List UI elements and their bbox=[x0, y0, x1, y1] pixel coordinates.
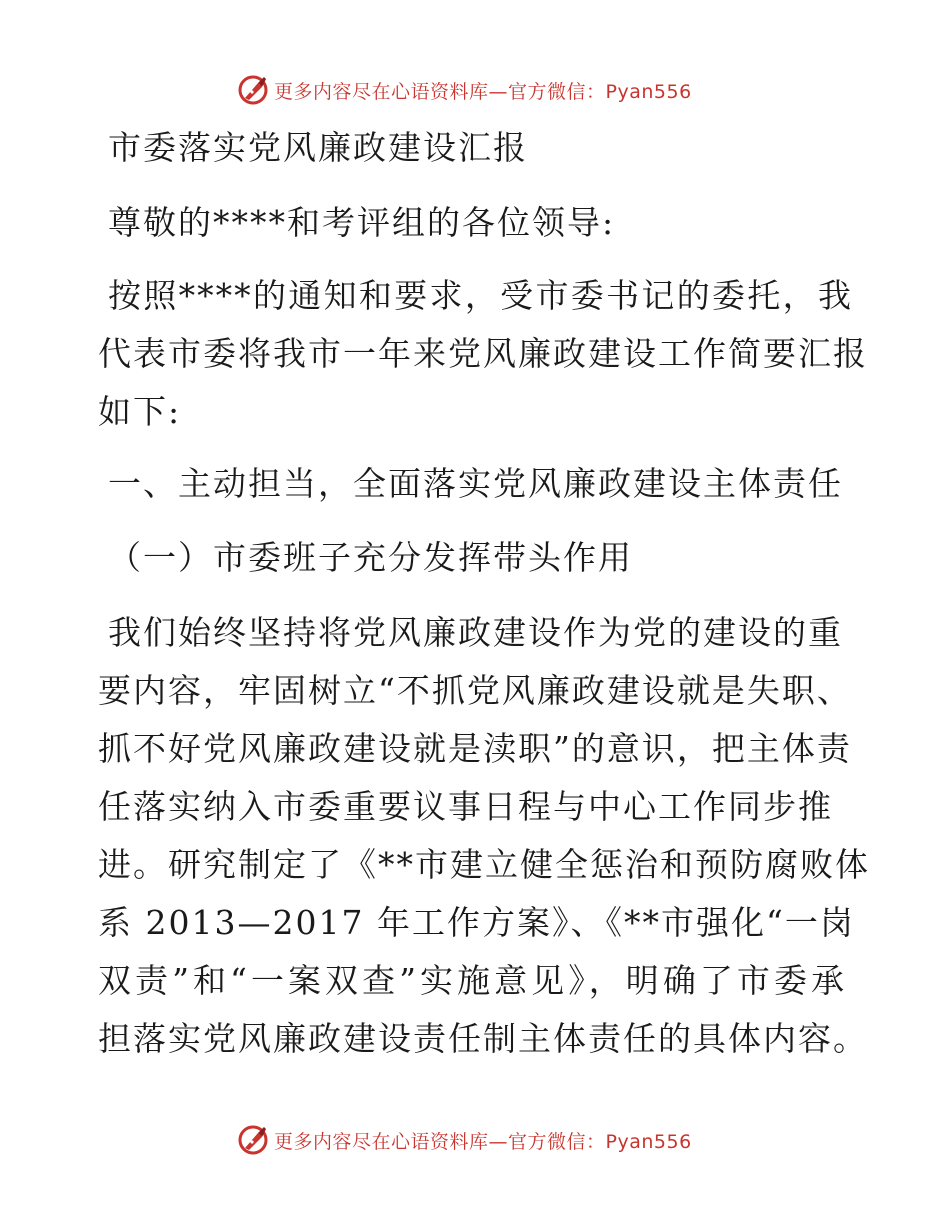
watermark-text: 更多内容尽在心语资料库—官方微信：Pyan556 bbox=[274, 80, 692, 103]
body-line: 抓不好党风廉政建设就是渎职”的意识，把主体责 bbox=[98, 729, 852, 768]
intro-line: 代表市委将我市一年来党风廉政建设工作简要汇报 bbox=[98, 334, 868, 373]
header-watermark bbox=[236, 72, 692, 108]
pen-nib-logo-icon bbox=[236, 1123, 270, 1157]
body-line: 系 2013—2017 年工作方案》、《**市强化“一岗 bbox=[98, 903, 855, 942]
pen-nib-logo-icon bbox=[236, 73, 270, 107]
footer-watermark bbox=[236, 1122, 692, 1158]
document-title: 市委落实党风廉政建设汇报 bbox=[108, 128, 528, 167]
watermark-text: 更多内容尽在心语资料库—官方微信：Pyan556 bbox=[274, 1130, 692, 1153]
section-heading: 一、主动担当，全面落实党风廉政建设主体责任 bbox=[108, 464, 843, 503]
subsection-heading: （一）市委班子充分发挥带头作用 bbox=[108, 538, 633, 577]
body-line: 进。研究制定了《**市建立健全惩治和预防腐败体 bbox=[98, 845, 870, 884]
salutation: 尊敬的****和考评组的各位领导: bbox=[108, 203, 616, 242]
body-line: 双责”和“一案双查”实施意见》，明确了市委承 bbox=[98, 961, 846, 1000]
body-line: 要内容，牢固树立“不抓党风廉政建设就是失职、 bbox=[98, 671, 852, 710]
intro-line: 如下: bbox=[98, 392, 182, 431]
body-line: 担落实党风廉政建设责任制主体责任的具体内容。 bbox=[98, 1019, 868, 1058]
body-line: 任落实纳入市委重要议事日程与中心工作同步推 bbox=[98, 787, 833, 826]
body-line: 我们始终坚持将党风廉政建设作为党的建设的重 bbox=[108, 613, 843, 652]
intro-line: 按照****的通知和要求，受市委书记的委托，我 bbox=[108, 276, 853, 315]
